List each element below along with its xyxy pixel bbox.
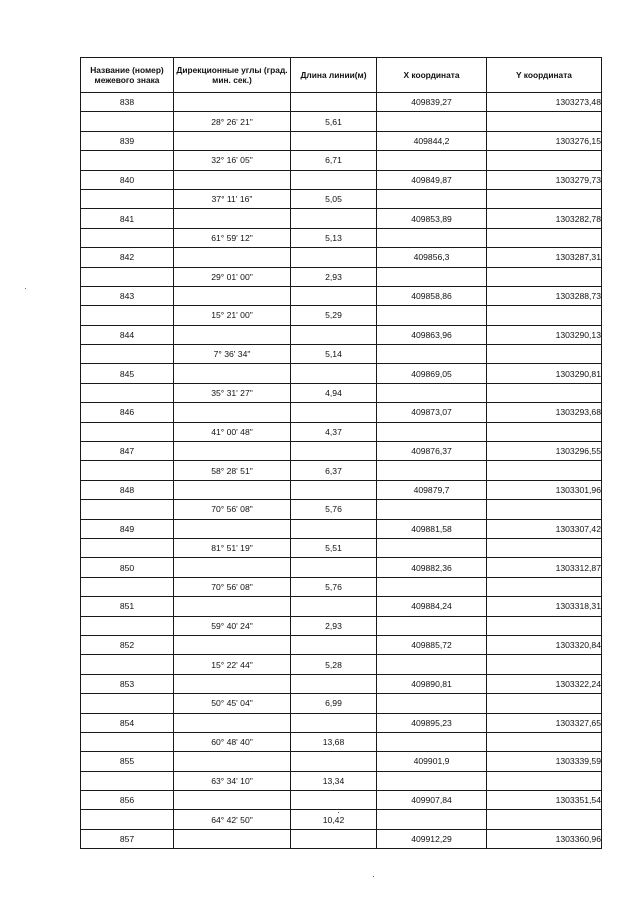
table-row bbox=[81, 422, 602, 441]
cell-direction-angle bbox=[174, 674, 291, 693]
cell-line-length bbox=[291, 170, 377, 189]
cell-marker-name bbox=[81, 500, 174, 519]
cell-line-length: 4,37 bbox=[291, 422, 377, 441]
table-row bbox=[81, 461, 602, 480]
cell-line-length: 5,51 bbox=[291, 538, 377, 557]
cell-x-coordinate bbox=[377, 771, 487, 790]
cell-marker-name: 846 bbox=[81, 403, 174, 422]
cell-line-length bbox=[291, 248, 377, 267]
cell-line-length: 2,93 bbox=[291, 616, 377, 635]
table-row bbox=[81, 713, 602, 732]
cell-x-coordinate: 409879,7 bbox=[377, 480, 487, 499]
cell-marker-name bbox=[81, 267, 174, 286]
cell-y-coordinate: 1303276,15 bbox=[487, 131, 602, 150]
table-row bbox=[81, 597, 602, 616]
cell-line-length: 5,29 bbox=[291, 306, 377, 325]
cell-marker-name bbox=[81, 771, 174, 790]
cell-line-length: 5,76 bbox=[291, 577, 377, 596]
cell-direction-angle: 15° 21' 00" bbox=[174, 306, 291, 325]
cell-y-coordinate: 1303287,31 bbox=[487, 248, 602, 267]
cell-marker-name: 857 bbox=[81, 829, 174, 848]
cell-x-coordinate bbox=[377, 810, 487, 829]
cell-x-coordinate: 409876,37 bbox=[377, 442, 487, 461]
table-row bbox=[81, 209, 602, 228]
cell-y-coordinate: 1303290,81 bbox=[487, 364, 602, 383]
cell-x-coordinate bbox=[377, 189, 487, 208]
cell-y-coordinate: 1303320,84 bbox=[487, 635, 602, 654]
cell-direction-angle bbox=[174, 829, 291, 848]
cell-direction-angle: 70° 56' 08" bbox=[174, 500, 291, 519]
cell-y-coordinate: 1303327,65 bbox=[487, 713, 602, 732]
table-row bbox=[81, 577, 602, 596]
cell-marker-name: 852 bbox=[81, 635, 174, 654]
cell-direction-angle: 15° 22' 44" bbox=[174, 655, 291, 674]
cell-x-coordinate: 409885,72 bbox=[377, 635, 487, 654]
cell-marker-name bbox=[81, 732, 174, 751]
cell-marker-name: 849 bbox=[81, 519, 174, 538]
table-row bbox=[81, 228, 602, 247]
table-row bbox=[81, 442, 602, 461]
cell-x-coordinate bbox=[377, 112, 487, 131]
cell-direction-angle: 61° 59' 12" bbox=[174, 228, 291, 247]
table-row bbox=[81, 791, 602, 810]
cell-direction-angle: 59° 40' 24" bbox=[174, 616, 291, 635]
cell-line-length bbox=[291, 403, 377, 422]
cell-y-coordinate bbox=[487, 655, 602, 674]
table-row bbox=[81, 383, 602, 402]
table-body bbox=[81, 93, 602, 849]
cell-y-coordinate: 1303301,96 bbox=[487, 480, 602, 499]
cell-line-length: 5,14 bbox=[291, 345, 377, 364]
table-row bbox=[81, 403, 602, 422]
cell-direction-angle: 7° 36' 34" bbox=[174, 345, 291, 364]
cell-direction-angle bbox=[174, 403, 291, 422]
cell-direction-angle bbox=[174, 635, 291, 654]
cell-direction-angle: 60° 48' 40" bbox=[174, 732, 291, 751]
cell-y-coordinate bbox=[487, 461, 602, 480]
table-row bbox=[81, 248, 602, 267]
cell-y-coordinate: 1303288,73 bbox=[487, 286, 602, 305]
cell-y-coordinate bbox=[487, 267, 602, 286]
document-page bbox=[80, 57, 601, 849]
cell-marker-name: 853 bbox=[81, 674, 174, 693]
cell-marker-name bbox=[81, 461, 174, 480]
cell-marker-name bbox=[81, 694, 174, 713]
cell-line-length: 6,99 bbox=[291, 694, 377, 713]
cell-direction-angle bbox=[174, 364, 291, 383]
cell-line-length: 6,71 bbox=[291, 151, 377, 170]
cell-direction-angle: 81° 51' 19" bbox=[174, 538, 291, 557]
cell-y-coordinate bbox=[487, 732, 602, 751]
cell-direction-angle: 35° 31' 27" bbox=[174, 383, 291, 402]
cell-x-coordinate bbox=[377, 538, 487, 557]
cell-line-length: 13,34 bbox=[291, 771, 377, 790]
table-row bbox=[81, 170, 602, 189]
cell-x-coordinate: 409873,07 bbox=[377, 403, 487, 422]
table-row bbox=[81, 519, 602, 538]
cell-x-coordinate bbox=[377, 694, 487, 713]
table-row bbox=[81, 694, 602, 713]
cell-x-coordinate bbox=[377, 422, 487, 441]
cell-marker-name: 844 bbox=[81, 325, 174, 344]
table-row bbox=[81, 306, 602, 325]
cell-y-coordinate: 1303282,78 bbox=[487, 209, 602, 228]
cell-direction-angle: 64° 42' 50" bbox=[174, 810, 291, 829]
cell-line-length: 4,94 bbox=[291, 383, 377, 402]
table-row bbox=[81, 752, 602, 771]
cell-line-length bbox=[291, 519, 377, 538]
cell-marker-name: 841 bbox=[81, 209, 174, 228]
cell-y-coordinate bbox=[487, 577, 602, 596]
cell-marker-name bbox=[81, 151, 174, 170]
cell-y-coordinate: 1303296,55 bbox=[487, 442, 602, 461]
cell-line-length bbox=[291, 364, 377, 383]
cell-y-coordinate: 1303360,96 bbox=[487, 829, 602, 848]
cell-x-coordinate bbox=[377, 383, 487, 402]
cell-direction-angle bbox=[174, 791, 291, 810]
cell-x-coordinate bbox=[377, 577, 487, 596]
cell-line-length bbox=[291, 442, 377, 461]
cell-x-coordinate: 409849,87 bbox=[377, 170, 487, 189]
cell-x-coordinate: 409858,86 bbox=[377, 286, 487, 305]
cell-marker-name: 854 bbox=[81, 713, 174, 732]
cell-direction-angle: 32° 16' 05" bbox=[174, 151, 291, 170]
table-row bbox=[81, 189, 602, 208]
cell-marker-name: 848 bbox=[81, 480, 174, 499]
cell-direction-angle bbox=[174, 325, 291, 344]
cell-y-coordinate bbox=[487, 383, 602, 402]
cell-direction-angle: 29° 01' 00" bbox=[174, 267, 291, 286]
cell-marker-name bbox=[81, 616, 174, 635]
cell-direction-angle: 63° 34' 10" bbox=[174, 771, 291, 790]
cell-y-coordinate bbox=[487, 500, 602, 519]
table-row bbox=[81, 480, 602, 499]
cell-y-coordinate bbox=[487, 771, 602, 790]
cell-line-length bbox=[291, 286, 377, 305]
cell-marker-name bbox=[81, 655, 174, 674]
cell-y-coordinate bbox=[487, 422, 602, 441]
cell-marker-name bbox=[81, 422, 174, 441]
table-row bbox=[81, 732, 602, 751]
table-row bbox=[81, 538, 602, 557]
cell-y-coordinate: 1303318,31 bbox=[487, 597, 602, 616]
cell-y-coordinate: 1303290,13 bbox=[487, 325, 602, 344]
cell-y-coordinate bbox=[487, 694, 602, 713]
cell-y-coordinate bbox=[487, 345, 602, 364]
table-row bbox=[81, 267, 602, 286]
cell-marker-name bbox=[81, 189, 174, 208]
header-x: X координата bbox=[377, 58, 487, 93]
table-row bbox=[81, 616, 602, 635]
cell-marker-name bbox=[81, 345, 174, 364]
cell-direction-angle bbox=[174, 286, 291, 305]
table-row bbox=[81, 500, 602, 519]
cell-y-coordinate: 1303322,24 bbox=[487, 674, 602, 693]
header-name: Название (номер) межевого знака bbox=[81, 58, 174, 93]
table-row bbox=[81, 112, 602, 131]
cell-marker-name: 855 bbox=[81, 752, 174, 771]
cell-direction-angle bbox=[174, 480, 291, 499]
cell-y-coordinate bbox=[487, 810, 602, 829]
cell-direction-angle bbox=[174, 519, 291, 538]
cell-x-coordinate: 409853,89 bbox=[377, 209, 487, 228]
table-row bbox=[81, 829, 602, 848]
cell-marker-name: 850 bbox=[81, 558, 174, 577]
cell-line-length: 5,05 bbox=[291, 189, 377, 208]
cell-direction-angle: 37° 11' 16" bbox=[174, 189, 291, 208]
cell-marker-name bbox=[81, 538, 174, 557]
scan-speck bbox=[25, 288, 26, 289]
header-length: Длина линии(м) bbox=[291, 58, 377, 93]
cell-marker-name: 840 bbox=[81, 170, 174, 189]
cell-direction-angle bbox=[174, 558, 291, 577]
boundary-coordinates-table bbox=[80, 57, 602, 849]
cell-y-coordinate: 1303339,59 bbox=[487, 752, 602, 771]
cell-direction-angle bbox=[174, 442, 291, 461]
header-y: Y координата bbox=[487, 58, 602, 93]
cell-marker-name: 845 bbox=[81, 364, 174, 383]
table-row bbox=[81, 286, 602, 305]
table-row bbox=[81, 151, 602, 170]
header-angle: Дирекционные углы (град. мин. сек.) bbox=[174, 58, 291, 93]
table-row bbox=[81, 635, 602, 654]
table-row bbox=[81, 655, 602, 674]
cell-line-length: 6,37 bbox=[291, 461, 377, 480]
cell-x-coordinate: 409884,24 bbox=[377, 597, 487, 616]
cell-marker-name: 856 bbox=[81, 791, 174, 810]
cell-x-coordinate: 409839,27 bbox=[377, 93, 487, 112]
cell-line-length bbox=[291, 131, 377, 150]
cell-y-coordinate: 1303273,48 bbox=[487, 93, 602, 112]
cell-marker-name: 851 bbox=[81, 597, 174, 616]
cell-line-length bbox=[291, 674, 377, 693]
cell-x-coordinate: 409907,84 bbox=[377, 791, 487, 810]
cell-marker-name: 839 bbox=[81, 131, 174, 150]
cell-x-coordinate: 409890,81 bbox=[377, 674, 487, 693]
cell-y-coordinate bbox=[487, 306, 602, 325]
cell-marker-name: 847 bbox=[81, 442, 174, 461]
cell-x-coordinate: 409856,3 bbox=[377, 248, 487, 267]
cell-line-length bbox=[291, 325, 377, 344]
cell-marker-name bbox=[81, 383, 174, 402]
cell-line-length bbox=[291, 558, 377, 577]
cell-direction-angle bbox=[174, 209, 291, 228]
cell-y-coordinate bbox=[487, 616, 602, 635]
cell-line-length bbox=[291, 635, 377, 654]
cell-x-coordinate: 409881,58 bbox=[377, 519, 487, 538]
cell-line-length: 5,13 bbox=[291, 228, 377, 247]
cell-line-length: 2,93 bbox=[291, 267, 377, 286]
cell-direction-angle bbox=[174, 170, 291, 189]
cell-x-coordinate bbox=[377, 267, 487, 286]
cell-direction-angle: 28° 26' 21" bbox=[174, 112, 291, 131]
cell-x-coordinate bbox=[377, 345, 487, 364]
cell-direction-angle bbox=[174, 131, 291, 150]
cell-y-coordinate: 1303293,68 bbox=[487, 403, 602, 422]
cell-x-coordinate: 409882,36 bbox=[377, 558, 487, 577]
cell-line-length: 5,76 bbox=[291, 500, 377, 519]
cell-marker-name: 843 bbox=[81, 286, 174, 305]
cell-line-length: 5,61 bbox=[291, 112, 377, 131]
cell-x-coordinate: 409863,96 bbox=[377, 325, 487, 344]
table-row bbox=[81, 810, 602, 829]
cell-x-coordinate: 409844,2 bbox=[377, 131, 487, 150]
cell-marker-name: 838 bbox=[81, 93, 174, 112]
table-row bbox=[81, 345, 602, 364]
table-row bbox=[81, 771, 602, 790]
table-row bbox=[81, 674, 602, 693]
scan-speck bbox=[373, 876, 374, 877]
cell-y-coordinate: 1303312,87 bbox=[487, 558, 602, 577]
cell-direction-angle: 50° 45' 04" bbox=[174, 694, 291, 713]
cell-marker-name bbox=[81, 112, 174, 131]
cell-line-length bbox=[291, 597, 377, 616]
cell-y-coordinate bbox=[487, 538, 602, 557]
cell-x-coordinate: 409895,23 bbox=[377, 713, 487, 732]
cell-x-coordinate: 409901,9 bbox=[377, 752, 487, 771]
cell-y-coordinate: 1303307,42 bbox=[487, 519, 602, 538]
cell-y-coordinate bbox=[487, 112, 602, 131]
cell-line-length: 13,68 bbox=[291, 732, 377, 751]
cell-x-coordinate bbox=[377, 228, 487, 247]
cell-direction-angle bbox=[174, 752, 291, 771]
cell-x-coordinate bbox=[377, 500, 487, 519]
table-row bbox=[81, 325, 602, 344]
cell-y-coordinate: 1303351,54 bbox=[487, 791, 602, 810]
cell-y-coordinate: 1303279,73 bbox=[487, 170, 602, 189]
cell-marker-name bbox=[81, 577, 174, 596]
cell-line-length bbox=[291, 829, 377, 848]
cell-x-coordinate bbox=[377, 732, 487, 751]
cell-direction-angle bbox=[174, 93, 291, 112]
cell-line-length bbox=[291, 93, 377, 112]
table-row bbox=[81, 558, 602, 577]
cell-line-length bbox=[291, 752, 377, 771]
cell-line-length bbox=[291, 480, 377, 499]
cell-x-coordinate bbox=[377, 655, 487, 674]
cell-line-length: 10,42 bbox=[291, 810, 377, 829]
cell-x-coordinate: 409912,29 bbox=[377, 829, 487, 848]
header-row bbox=[81, 58, 602, 93]
cell-direction-angle bbox=[174, 713, 291, 732]
cell-line-length bbox=[291, 791, 377, 810]
cell-direction-angle: 58° 28' 51" bbox=[174, 461, 291, 480]
table-row bbox=[81, 131, 602, 150]
cell-x-coordinate bbox=[377, 461, 487, 480]
cell-line-length bbox=[291, 209, 377, 228]
cell-marker-name bbox=[81, 228, 174, 247]
cell-marker-name bbox=[81, 810, 174, 829]
cell-direction-angle bbox=[174, 597, 291, 616]
cell-marker-name bbox=[81, 306, 174, 325]
cell-line-length bbox=[291, 713, 377, 732]
cell-y-coordinate bbox=[487, 151, 602, 170]
cell-marker-name: 842 bbox=[81, 248, 174, 267]
cell-x-coordinate bbox=[377, 151, 487, 170]
cell-line-length: 5,28 bbox=[291, 655, 377, 674]
cell-x-coordinate bbox=[377, 306, 487, 325]
cell-x-coordinate: 409869,05 bbox=[377, 364, 487, 383]
table-row bbox=[81, 364, 602, 383]
cell-direction-angle bbox=[174, 248, 291, 267]
cell-y-coordinate bbox=[487, 189, 602, 208]
cell-y-coordinate bbox=[487, 228, 602, 247]
scan-speck bbox=[338, 812, 339, 813]
cell-x-coordinate bbox=[377, 616, 487, 635]
table-row bbox=[81, 93, 602, 112]
cell-direction-angle: 70° 56' 08" bbox=[174, 577, 291, 596]
cell-direction-angle: 41° 00' 48" bbox=[174, 422, 291, 441]
